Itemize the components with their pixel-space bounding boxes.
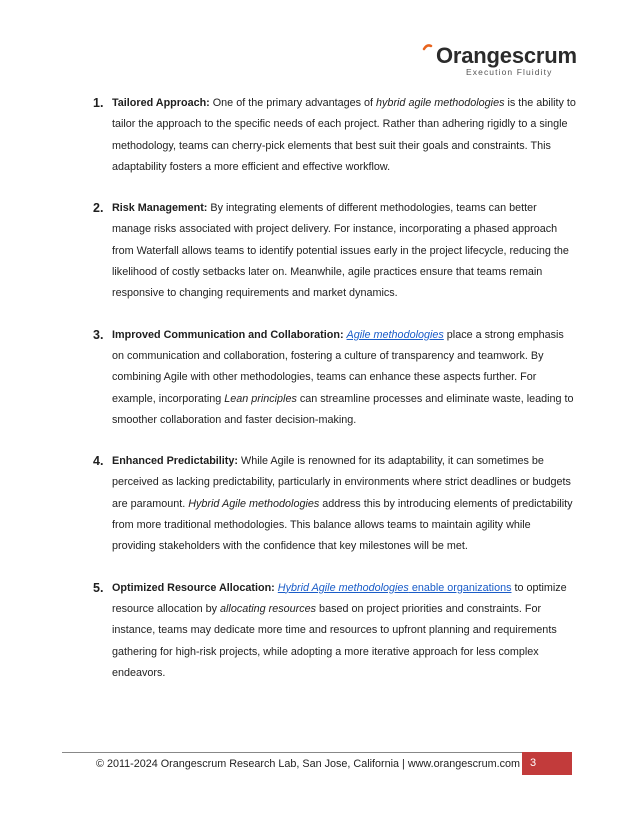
page-number-badge bbox=[522, 752, 572, 775]
item-body: is the ability to tailor the approach to the specific needs of each project. Rather than adhering rigidly to a single methodology, teams can cherry-pick elements that best suit their goals and constraints. This adaptability fosters a more efficient and effective workflow. bbox=[112, 97, 576, 173]
item-title: Tailored Approach: bbox=[112, 97, 210, 109]
item-title: Enhanced Predictability: bbox=[112, 455, 238, 468]
item-text bbox=[112, 578, 576, 684]
item-title: Improved Communication and Collaboration: bbox=[112, 328, 344, 341]
item-number: 4. bbox=[93, 454, 104, 469]
item-body: By integrating elements of different methodologies, teams can better manage risks associated with project delivery. For instance, incorporating a phased approach from Waterfall allows teams to identify potential issues early in the project lifecycle, reducing the likelihood of costly setbacks later on. Meanwhile, agile practices ensure that teams remain responsive to changing requirements and market dynamics. bbox=[112, 202, 569, 300]
list-item bbox=[0, 451, 638, 557]
item-title: Risk Management: bbox=[112, 202, 208, 215]
item-text bbox=[112, 93, 576, 178]
item-text bbox=[112, 198, 576, 304]
item-emphasis: Lean principles bbox=[224, 392, 297, 405]
orangescrum-logo bbox=[416, 40, 577, 82]
item-body: One of the primary advantages of bbox=[209, 97, 377, 109]
item-number: 1. bbox=[93, 96, 104, 110]
list-item bbox=[0, 578, 638, 684]
list-item bbox=[0, 198, 638, 304]
orange-logo-icon bbox=[416, 44, 438, 70]
item-number: 2. bbox=[93, 201, 104, 216]
item-body: place a strong emphasis on communication and collaboration, fostering a culture of transparency and teamwork. By combining Agile with other methodologies, teams can enhance these aspects further. For example, incorporating bbox=[112, 328, 564, 405]
item-body: based on project priorities and constraints. For instance, teams may dedicate more time and resources to upfront planning and requirements gathering for high-risk projects, while adopting a more iterative approach for less complex endeavors. bbox=[112, 602, 557, 679]
item-number: 5. bbox=[93, 580, 104, 595]
enable-organizations-link[interactable]: enable organizations bbox=[408, 581, 512, 594]
list-item bbox=[0, 325, 638, 431]
list-item bbox=[0, 93, 638, 178]
item-body: to optimize resource allocation by bbox=[112, 581, 567, 615]
hybrid-agile-methodologies-link[interactable]: Hybrid Agile methodologies bbox=[277, 581, 409, 594]
item-number: 3. bbox=[93, 327, 104, 342]
item-text bbox=[112, 325, 576, 431]
item-emphasis: hybrid agile methodologies bbox=[376, 97, 505, 109]
footer-text: © 2011-2024 Orangescrum Research Lab, San Jose, California | www.orangescrum.com bbox=[96, 758, 521, 770]
logo-tagline: Execution Fluidity bbox=[466, 67, 553, 77]
item-text bbox=[112, 451, 576, 557]
item-emphasis: allocating resources bbox=[220, 602, 317, 615]
item-emphasis: Hybrid Agile methodologies bbox=[188, 497, 320, 510]
logo-name: Orangescrum bbox=[436, 43, 577, 68]
item-body: address this by introducing elements of predictability from more traditional methodologies. This balance allows teams to maintain agility while providing stakeholders with the confidence that key milestones will be met. bbox=[112, 497, 573, 553]
agile-methodologies-link[interactable]: Agile methodologies bbox=[346, 328, 444, 341]
page-number: 3 bbox=[530, 757, 537, 769]
benefits-list bbox=[0, 93, 638, 704]
footer-divider bbox=[62, 752, 572, 753]
item-body: can streamline processes and eliminate waste, leading to smoother collaboration and faster decision-making. bbox=[112, 392, 574, 426]
item-body: While Agile is renowned for its adaptability, it can sometimes be perceived as lacking predictability, particularly in environments where strict deadlines or budgets are paramount. bbox=[112, 455, 571, 510]
item-title: Optimized Resource Allocation: bbox=[112, 581, 275, 594]
